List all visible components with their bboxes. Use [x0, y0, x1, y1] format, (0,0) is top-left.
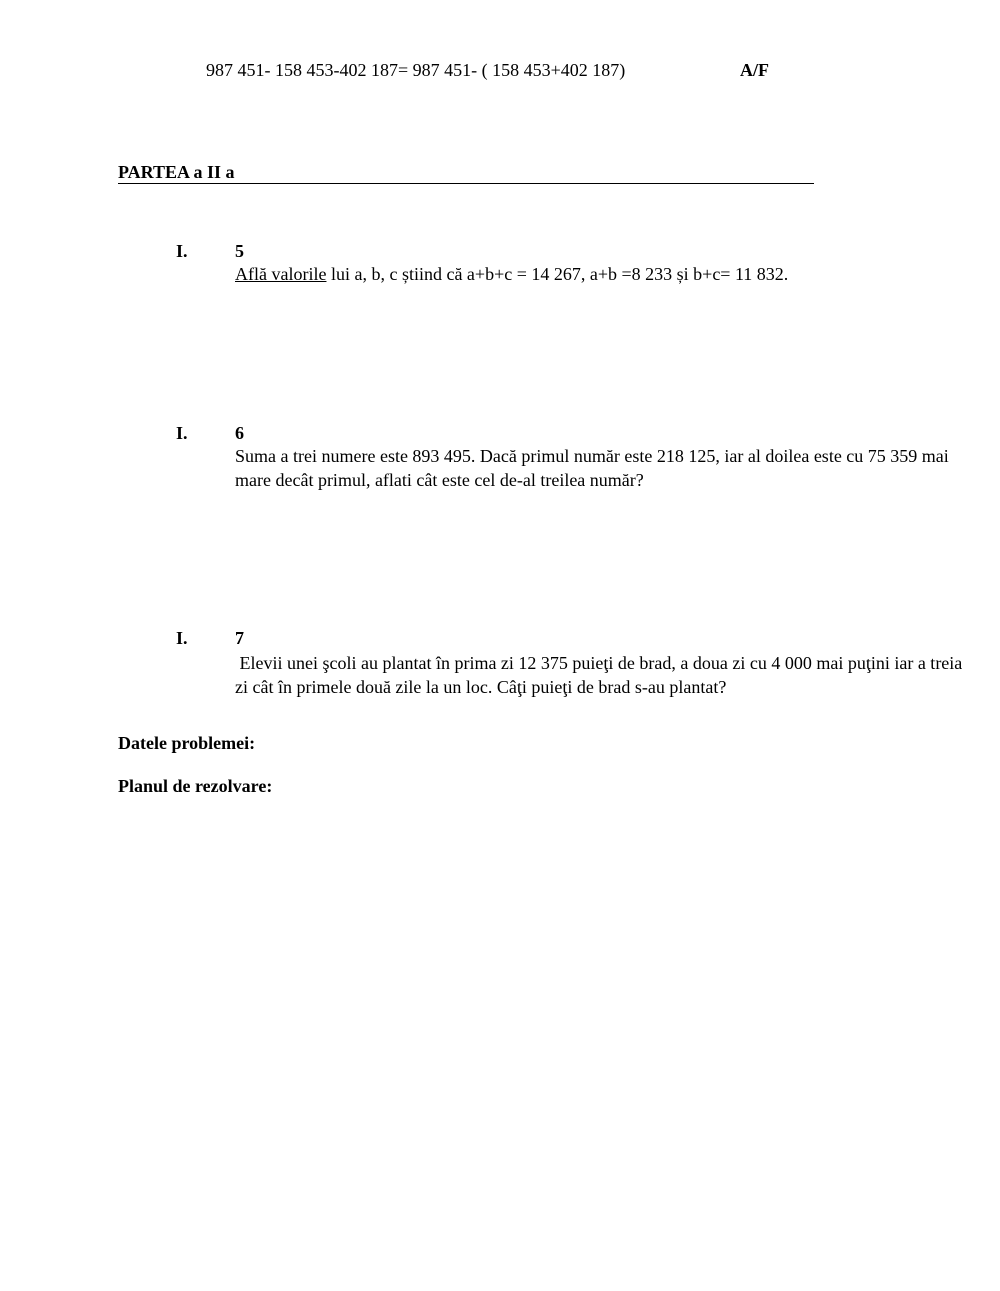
part-title: PARTEA a II a [118, 161, 814, 184]
problem-5-statement: lui a, b, c știind că a+b+c = 14 267, a+b =8 233 și b+c= 11 832. [326, 264, 789, 284]
problem-5-roman-numeral: I. [176, 241, 188, 261]
problem-6-number: 6 [235, 423, 244, 443]
problem-7-roman-numeral: I. [176, 628, 188, 648]
true-false-label: A/F [740, 60, 769, 80]
problem-6-roman-numeral: I. [176, 423, 188, 443]
problem-7-text: Elevii unei şcoli au plantat în prima zi 12 375 puieţi de brad, a doua zi cu 4 000 mai puţini iar a treia zi cât în primele două zile la un loc. Câţi puieţi de brad s-au plantat? [235, 653, 967, 697]
problem-6-text: Suma a trei numere este 893 495. Dacă primul număr este 218 125, iar al doilea este cu 75 359 mai mare decât primul, aflati cât este cel de-al treilea număr? [235, 446, 949, 490]
problem-data-heading: Datele problemei: [118, 733, 256, 753]
problem-7-number: 7 [235, 628, 244, 648]
solution-plan-heading: Planul de rezolvare: [118, 776, 273, 796]
equation-statement: 987 451- 158 453-402 187= 987 451- ( 158 453+402 187) [206, 60, 626, 80]
problem-5-underlined-phrase: Află valorile [235, 264, 327, 284]
problem-5-number: 5 [235, 241, 244, 261]
problem-5-text [235, 262, 965, 286]
